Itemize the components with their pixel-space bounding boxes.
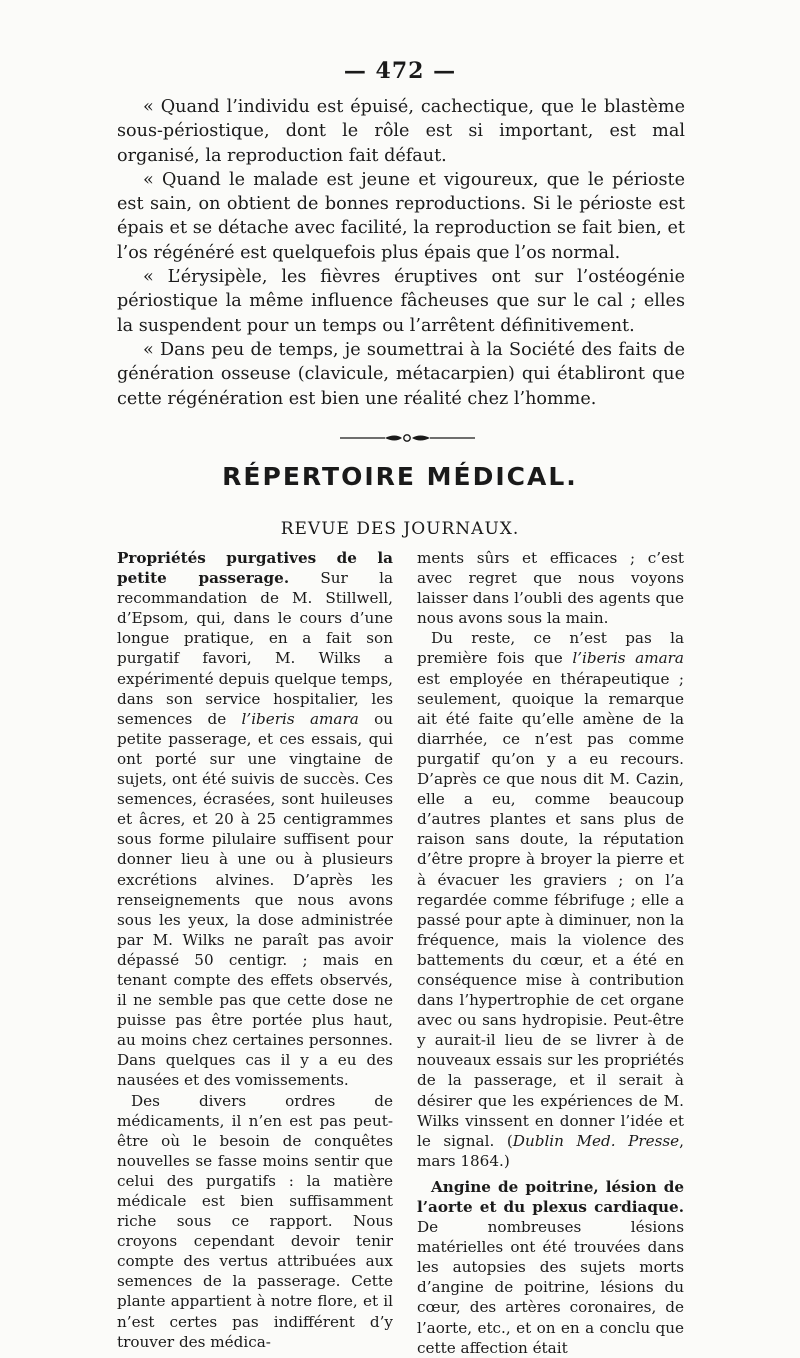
- article-text: , mars 1864.): [417, 1131, 684, 1170]
- intro-paragraph: « L’érysipèle, les fièvres éruptives ont sur l’ostéogénie périostique la même influence fâcheuses que sur le cal ; elles la suspendent pour un temps ou l’arrêtent définitivement.: [117, 267, 685, 336]
- article-heading: Angine de poitrine, lésion de l’aorte et du plexus cardiaque.: [417, 1177, 684, 1216]
- intro-paragraph: « Quand l’individu est épuisé, cachectique, que le blastème sous-périostique, dont le rôle est si important, est mal organisé, la reproduction fait défaut.: [117, 97, 685, 166]
- article-text: De nombreuses lésions matérielles ont été trouvées dans les autopsies des sujets morts d’angine de poitrine, lésions du cœur, des artères coronaires, de l’aorte, etc., et on en a conclu que cette affection était: [417, 1218, 684, 1357]
- intro-paragraph: « Dans peu de temps, je soumettrai à la Société des faits de génération osseuse (clavicule, métacarpien) qui établiront que cette régénération est bien une réalité chez l’homme.: [117, 339, 685, 409]
- article-text: Sur la recommandation de M. Stillwell, d’Epsom, qui, dans le cours d’une longue pratique, en a fait son purgatif favori, M. Wilks a expérimenté depuis quelque temps, dans son service hospitalier, les semences de: [117, 569, 393, 728]
- intro-paragraph: « Quand le malade est jeune et vigoureux, que le périoste est sain, on obtient de bonnes reproductions. Si le périoste est épais et se détache avec facilité, la reproduction se fait bien, et l’os régénéré est quelquefois plus épais que l’os normal.: [117, 169, 685, 263]
- article-italic: l’iberis amara: [241, 709, 359, 728]
- intro-text: [117, 95, 685, 411]
- article-heading: Propriétés purgatives de la petite passerage.: [117, 549, 393, 588]
- article-italic: l’iberis amara: [572, 649, 684, 668]
- page-number: — 472 —: [343, 58, 457, 84]
- section-title: RÉPERTOIRE MÉDICAL.: [222, 462, 578, 491]
- article-paragraph: [417, 1177, 684, 1358]
- article-paragraph: [117, 548, 393, 1091]
- article-paragraph: Des divers ordres de médicaments, il n’en est pas peut-être où le besoin de conquêtes nouvelles se fasse moins sentir que celui des purgatifs : la matière médicale est bien suffisamment riche sous ce rapport. Nous croyons cependant devoir tenir compte des vertus attribuées aux semences de la passerage. Cette plante appartient à notre flore, et il n’est certes pas indifférent d’y trouver des médica-: [117, 1091, 393, 1351]
- article-source: Dublin Med. Presse: [512, 1131, 680, 1150]
- article-paragraph: [417, 628, 684, 1171]
- article-text: Du reste, ce n’est pas la première fois que: [417, 629, 684, 668]
- left-column: [117, 548, 393, 1352]
- section-subtitle: REVUE DES JOURNAUX.: [280, 519, 520, 539]
- article-text: est employée en thérapeutique ; seulement, quoique la remarque ait été faite qu’elle amène de la diarrhée, ce n’est pas comme purgatif qu’on y a eu recours. D’après ce que nous dit M. Cazin, elle a eu, comme beaucoup d’autres plantes et sans plus de raison sans doute, la réputation d’être propre à broyer la pierre et à évacuer les graviers ; on l’a regardée comme fébrifuge ; elle a passé pour apte à diminuer, non la fréquence, mais la violence des battements du cœur, et a été en conséquence mise à contribution dans l’hypertrophie de cet organe avec ou sans hydropisie. Peut-être y aurait-il lieu de se livrer à de nouveaux essais sur les propriétés de la passerage, et il serait à désirer que les expériences de M. Wilks vinssent en donner l’idée et le signal. (: [417, 669, 684, 1150]
- right-column: [417, 548, 684, 1358]
- ornament-divider: [340, 432, 475, 444]
- article-paragraph: ments sûrs et efficaces ; c’est avec regret que nous voyons laisser dans l’oubli des agents que nous avons sous la main.: [417, 549, 684, 628]
- article-text: ou petite passerage, et ces essais, qui ont porté sur une vingtaine de sujets, ont été suivis de succès. Ces semences, écrasées, sont huileuses et âcres, et 20 à 25 centigrammes sous forme pilulaire suffisent pour donner lieu à une ou à plusieurs excrétions alvines. D’après les renseignements que nous avons sous les yeux, la dose administrée par M. Wilks ne paraît pas avoir dépassé 50 centigr. ; mais en tenant compte des effets observés, il ne semble pas que cette dose ne puisse pas être portée plus haut, au moins chez certaines personnes. Dans quelques cas il y a eu des nausées et des vomissements.: [117, 709, 393, 1090]
